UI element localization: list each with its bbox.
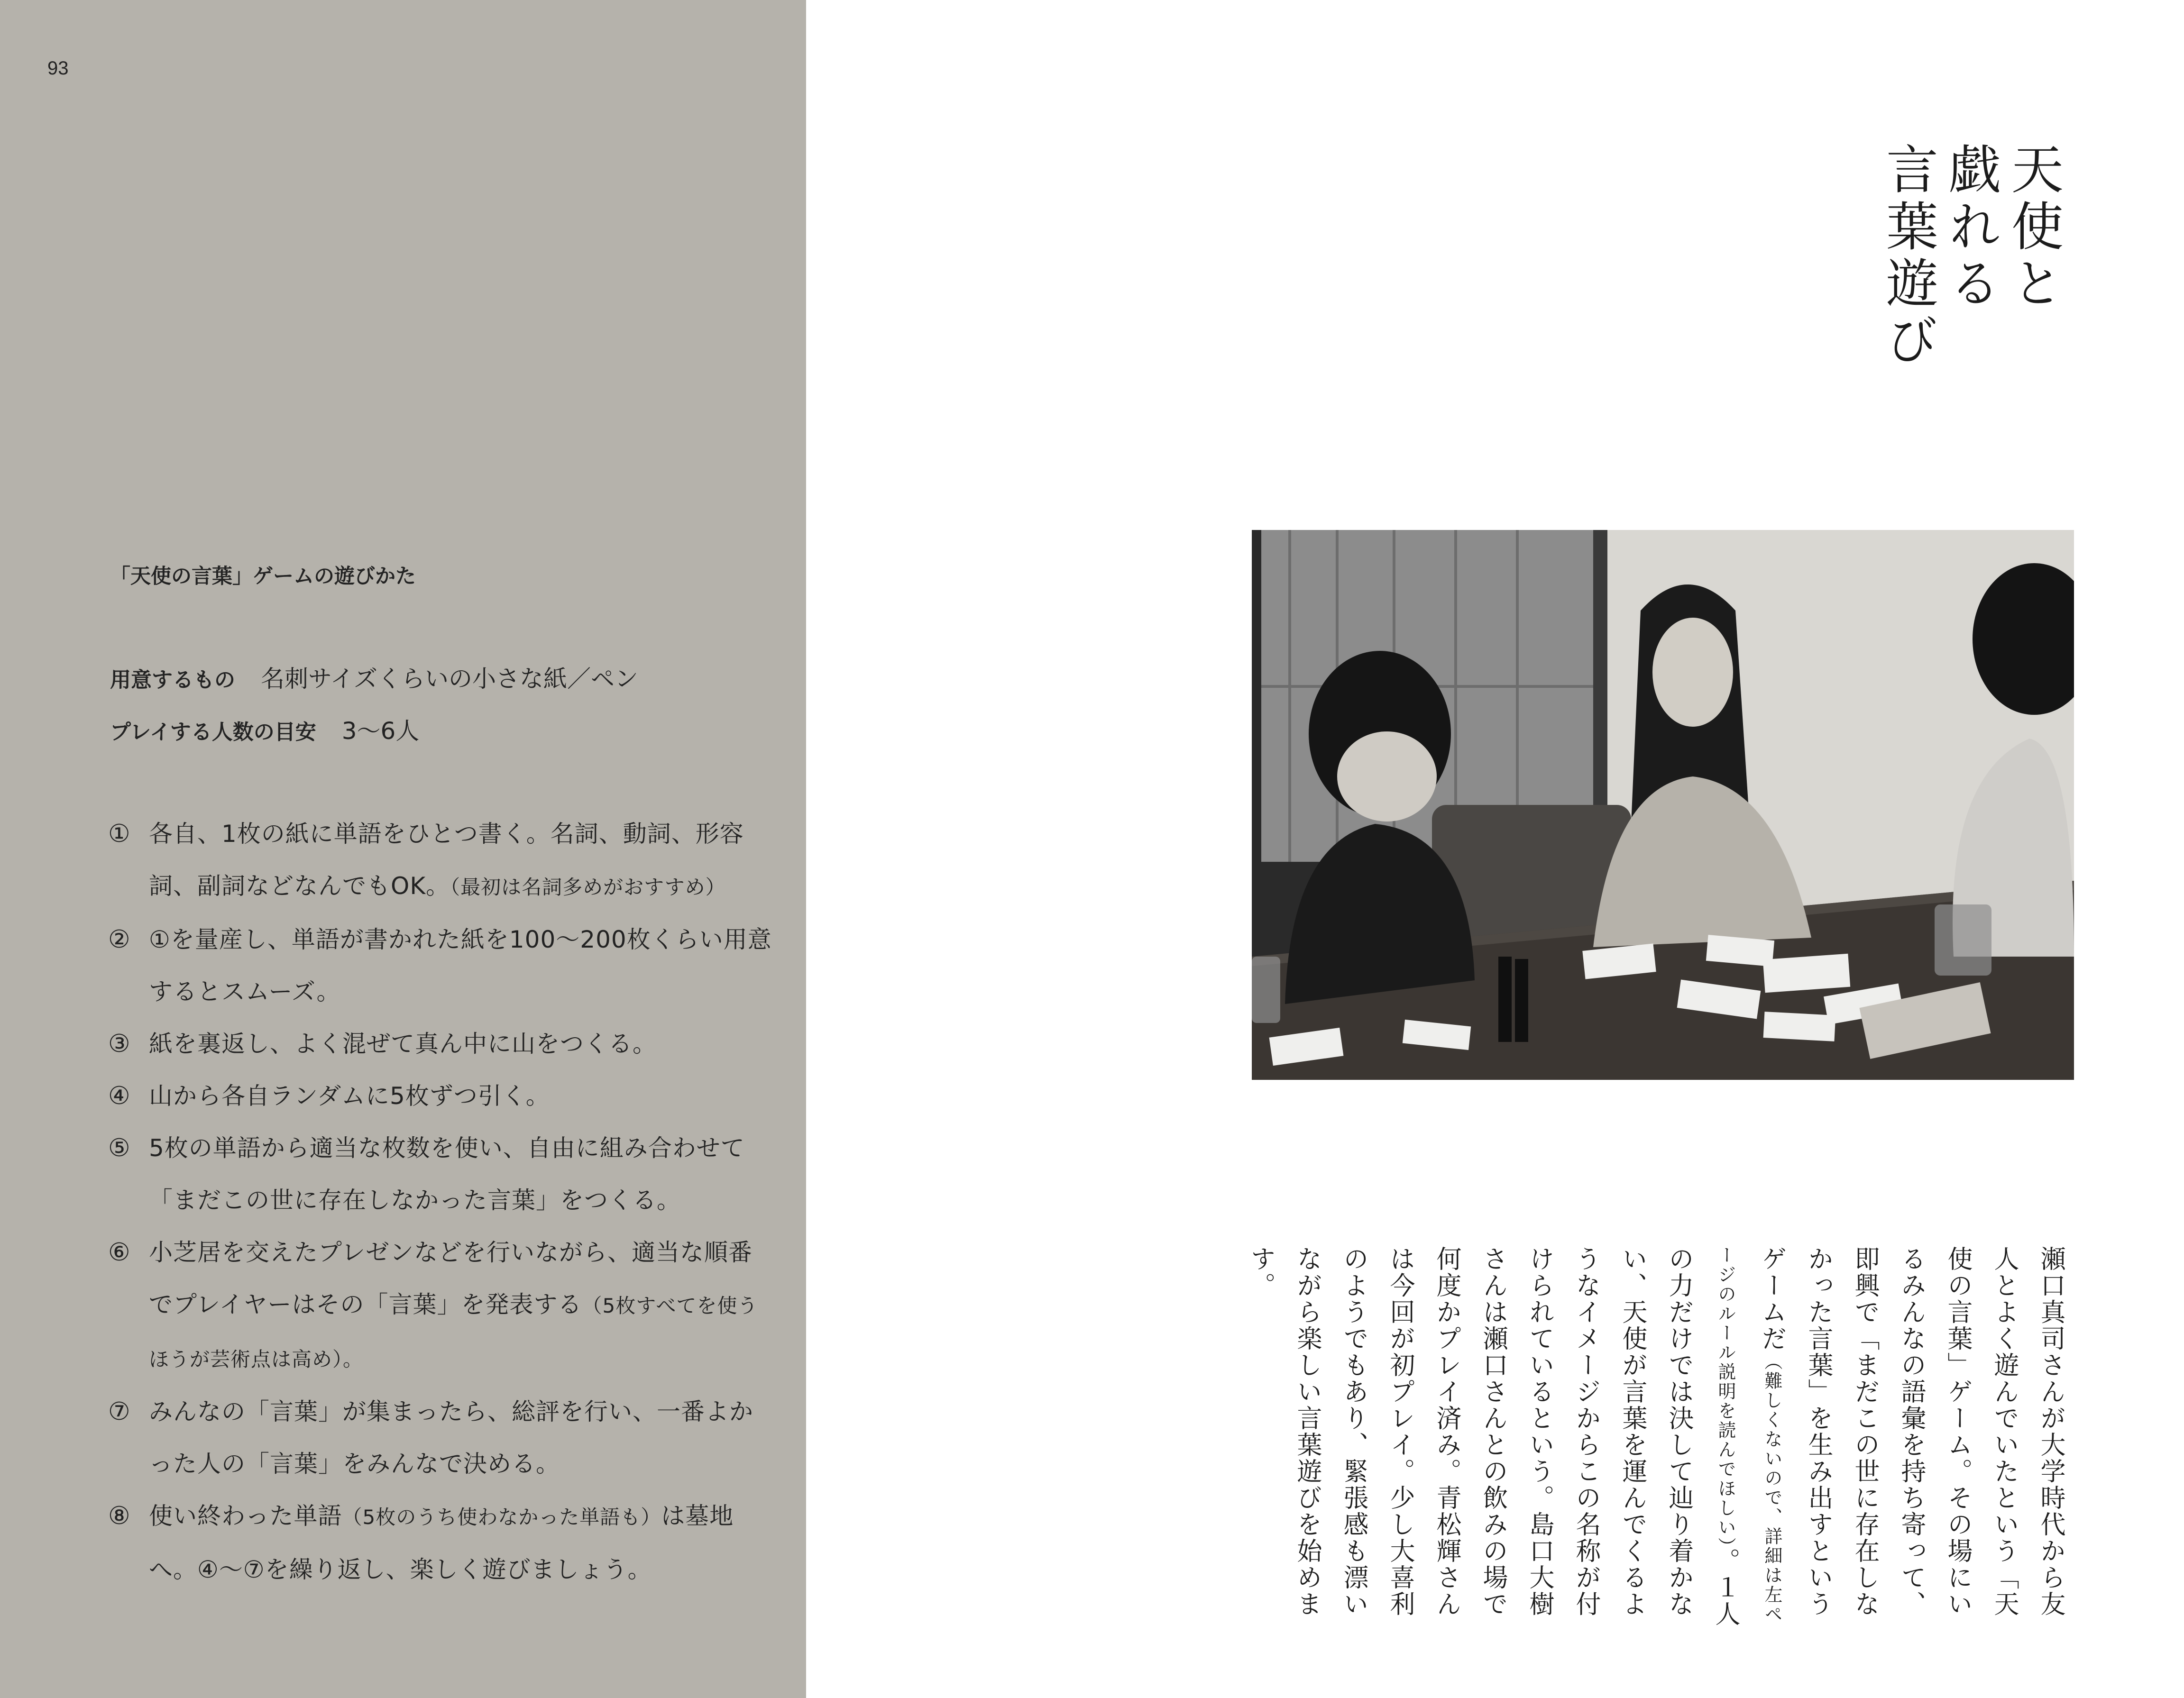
rule-step (108, 808, 772, 913)
step-number: ⑦ (108, 1397, 131, 1426)
step-text: は墓地へ。④〜⑦を繰り返し、楽しく遊びましょう。 (149, 1502, 734, 1583)
step-number: ⑧ (108, 1502, 131, 1530)
body-note: （難しくないので、詳細は左ページのルール説明を読んでほしい） (1715, 1246, 1782, 1624)
step-number: ① (108, 820, 131, 848)
step-text: 5枚の単語から適当な枚数を使い、自由に組み合わせて「まだこの世に存在しなかった言葉」をつくる。 (149, 1134, 745, 1214)
step-text: 山から各自ランダムに5枚ずつ引く。 (149, 1082, 550, 1110)
step-text: 使い終わった単語 (149, 1502, 342, 1530)
materials-value: 名刺サイズくらいの小さな紙／ペン (261, 665, 638, 693)
step-note: （5枚のうち使わなかった単語も） (342, 1506, 661, 1529)
rules-steps (108, 808, 772, 1596)
rule-step (108, 1122, 772, 1226)
step-number: ⑥ (108, 1238, 131, 1267)
players-value: 3〜6人 (341, 717, 420, 745)
step-number: ② (108, 925, 131, 954)
players-row (110, 712, 419, 746)
rule-step (108, 1226, 772, 1386)
rule-step (108, 1018, 772, 1070)
rule-step (108, 1490, 772, 1596)
photo-game-table (1252, 530, 2074, 1080)
rule-step (108, 1070, 772, 1122)
rule-step (108, 1386, 772, 1490)
step-text: みんなの「言葉」が集まったら、総評を行い、一番よかった人の「言葉」をみんなで決める。 (149, 1398, 753, 1478)
rules-panel (0, 0, 806, 1698)
step-text: 紙を裏返し、よく混ぜて真ん中に山をつくる。 (149, 1030, 657, 1058)
rules-title: 「天使の言葉」ゲームの遊びかた (110, 565, 416, 588)
step-number: ⑤ (108, 1134, 131, 1162)
rule-step (108, 913, 772, 1018)
step-number: ④ (108, 1082, 131, 1110)
step-text: 各自、1枚の紙に単語をひとつ書く。名詞、動詞、形容詞、副詞などなんでもOK。 (149, 820, 744, 900)
body-text-part2: 。１人の力だけでは決して辿り着かない、天使が言葉を運んでくるようなイメージからこの名称が付けられているという。島口大樹さんは瀬口さんとの飲みの場で何度かプレイ済み。青松輝さんは今回が初プレイ。少し大喜利のようでもあり、緊張感も漂いながら楽しい言葉遊びを始めます。 (1247, 1246, 1740, 1627)
step-note: （最初は名詞多めがおすすめ） (450, 876, 726, 899)
step-note: （5枚すべてを使うほうが芸術点は高め）。 (149, 1294, 758, 1371)
step-text: 小芝居を交えたプレゼンなどを行いながら、適当な順番でプレイヤーはその「言葉」を発表する (149, 1239, 752, 1318)
materials-row (110, 660, 638, 694)
step-number: ③ (108, 1030, 131, 1058)
step-text: ①を量産し、単語が書かれた紙を100〜200枚くらい用意するとスムーズ。 (149, 926, 772, 1005)
materials-label: 用意するもの (110, 668, 235, 692)
players-label: プレイする人数の目安 (110, 720, 316, 744)
body-text-part1: 瀬口真司さんが大学時代から友人とよく遊んでいたという「天使の言葉」ゲーム。その場にいるみんなの語彙を持ち寄って、即興で「まだこの世に存在しなかった言葉」を生み出すというゲームだ (1758, 1246, 2065, 1617)
article-body (1238, 1246, 2074, 1634)
article-headline: 天使と 戯れる 言葉遊び (1878, 142, 2064, 370)
page-number: 93 (47, 58, 69, 79)
